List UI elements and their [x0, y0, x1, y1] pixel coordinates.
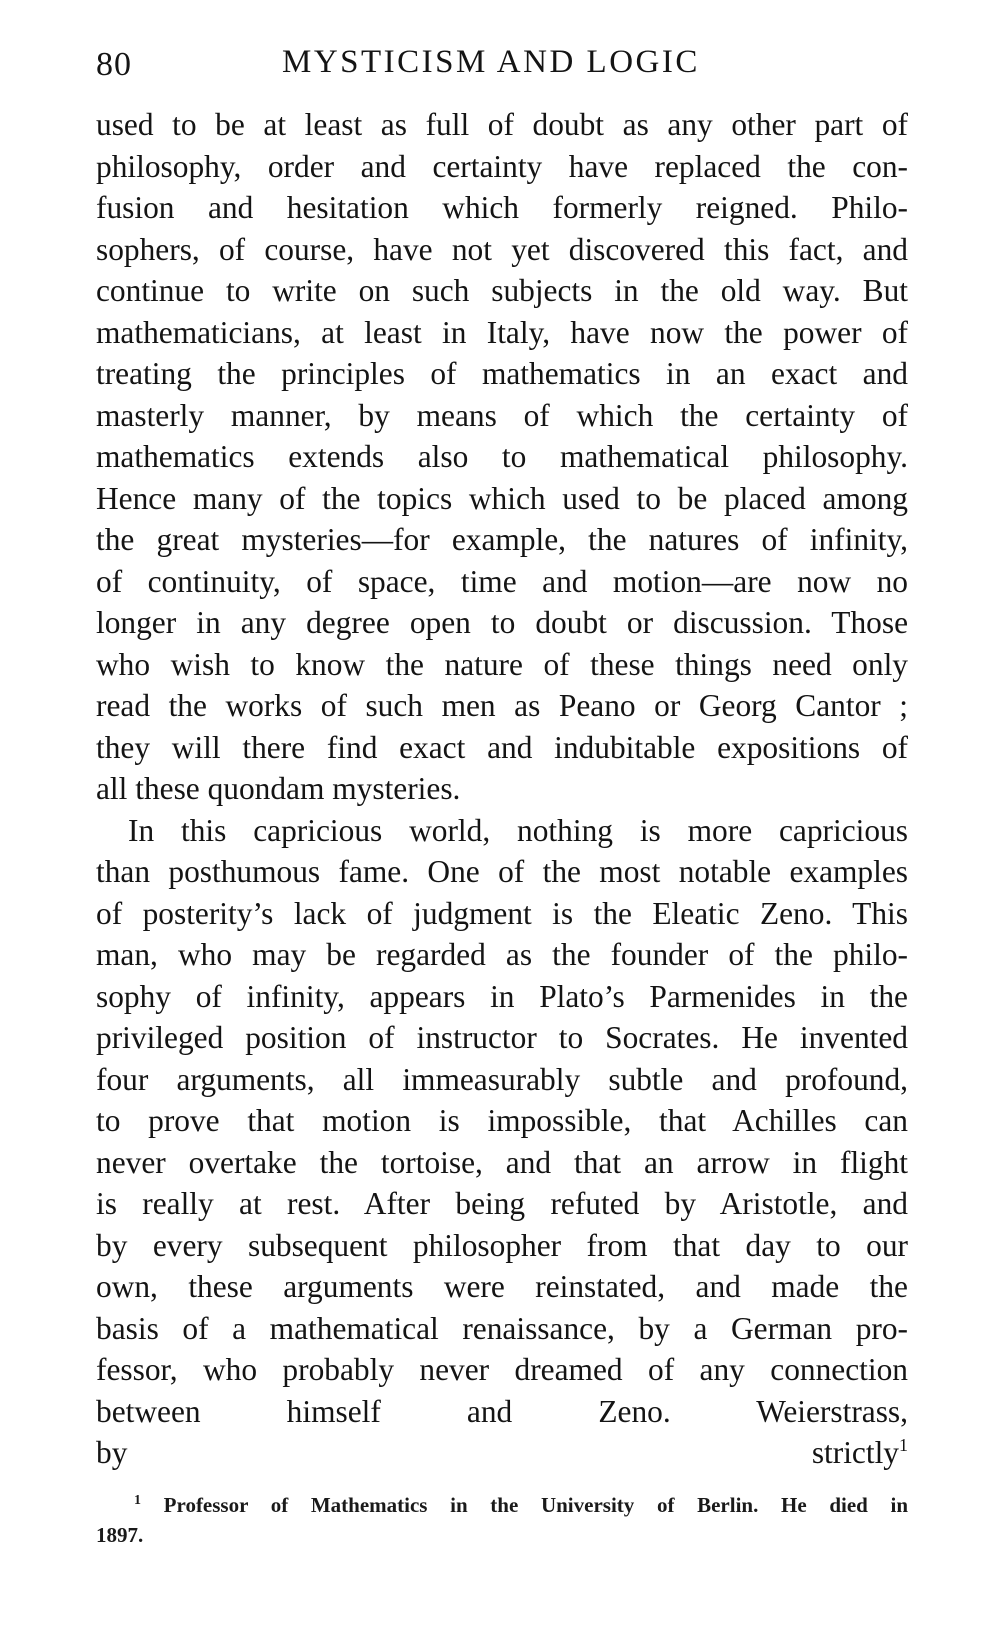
footnote-marker: 1 — [134, 1492, 141, 1508]
text-line: all these quondam mysteries. — [96, 771, 461, 806]
text-line: who wish to know the nature of these things need only — [96, 646, 908, 682]
text-line: of continuity, of space, time and motion—are now no — [96, 563, 908, 599]
text-line: than posthumous fame. One of the most notable examples — [96, 854, 908, 889]
footnote-line — [96, 1490, 908, 1520]
text-line: fusion and hesitation which formerly reigned. Philo- — [96, 190, 908, 225]
text-line: four arguments, all immeasurably subtle and profound, — [96, 1061, 908, 1097]
text-line: mathematicians, at least in Italy, have now the power of — [96, 314, 908, 350]
text-line: sophy of infinity, appears in Plato’s Parmenides in the — [96, 978, 908, 1014]
text-line: Hence many of the topics which used to be placed among — [96, 480, 908, 516]
running-title: MYSTICISM AND LOGIC — [282, 44, 700, 80]
footnote-reference: 1 — [899, 1435, 908, 1455]
text-line: of posterity’s lack of judgment is the Eleatic Zeno. This — [96, 895, 908, 931]
text-line: treating the principles of mathematics in an exact and — [96, 356, 908, 391]
text-line: own, these arguments were reinstated, and made the — [96, 1269, 908, 1304]
text-line: man, who may be regarded as the founder of the philo- — [96, 937, 908, 972]
running-head — [96, 30, 908, 102]
text-line: sophers, of course, have not yet discovered this fact, and — [96, 231, 908, 267]
text-line: the great mysteries—for example, the natures of infinity, — [96, 522, 908, 557]
page-number: 80 — [96, 46, 132, 83]
text-line: they will there find exact and indubitable expositions of — [96, 729, 908, 765]
text-line: continue to write on such subjects in the old way. But — [96, 273, 908, 308]
text-line: In this capricious world, nothing is more capricious — [128, 812, 908, 848]
paragraph-1 — [96, 104, 908, 810]
text-line: longer in any degree open to doubt or discussion. Those — [96, 605, 908, 640]
text-line: read the works of such men as Peano or Georg Cantor ; — [96, 688, 908, 723]
text-line: fessor, who probably never dreamed of any connection — [96, 1352, 908, 1387]
text-line: basis of a mathematical renaissance, by a German pro- — [96, 1310, 908, 1346]
body-text — [96, 104, 908, 1474]
text-line: mathematics extends also to mathematical philosophy. — [96, 439, 908, 474]
footnote-text: Professor of Mathematics in the University of Berlin. He died in — [163, 1492, 909, 1517]
text-line: is really at rest. After being refuted by Aristotle, and — [96, 1186, 908, 1221]
footnote — [96, 1490, 908, 1550]
text-line: by every subsequent philosopher from that day to our — [96, 1227, 908, 1263]
text-line: to prove that motion is impossible, that Achilles can — [96, 1103, 908, 1138]
text-line: privileged position of instructor to Socrates. He invented — [96, 1020, 908, 1055]
text-line-with-footnote — [96, 1432, 908, 1474]
text-line: masterly manner, by means of which the certainty of — [96, 397, 908, 433]
book-page — [96, 30, 908, 1550]
text-line: never overtake the tortoise, and that an arrow in flight — [96, 1144, 908, 1180]
text-line: philosophy, order and certainty have replaced the con- — [96, 148, 908, 184]
paragraph-2 — [96, 810, 908, 1474]
text-fragment: by strictly — [96, 1435, 899, 1470]
footnote-line: 1897. — [96, 1522, 144, 1547]
text-line: between himself and Zeno. Weierstrass, — [96, 1393, 908, 1429]
text-line: used to be at least as full of doubt as any other part of — [96, 107, 908, 142]
